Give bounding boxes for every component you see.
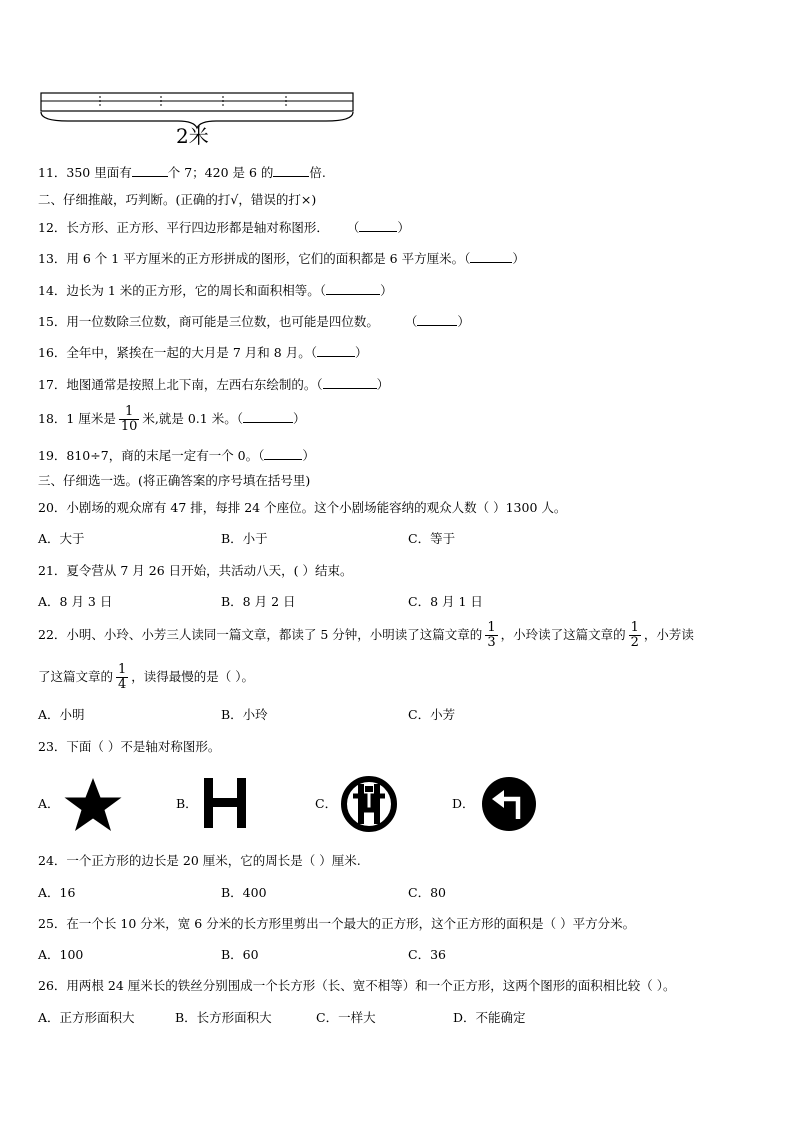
question-25: 25．在一个长 10 分米，宽 6 分米的长方形里剪出一个最大的正方形，这个正方形的面积是（ ）平方分米。: [38, 916, 636, 931]
section-3-heading: 三、仔细选一选。(将正确答案的序号填在括号里): [38, 473, 311, 488]
q18-answer-blank[interactable]: [243, 410, 293, 423]
q12-text: 12．长方形、正方形、平行四边形都是轴对称图形．: [38, 220, 329, 235]
q16-answer-blank[interactable]: [317, 344, 355, 357]
fraction-one-quarter: $\frac{1}{4}$: [118, 662, 127, 692]
question-12: 12．长方形、正方形、平行四边形都是轴对称图形． （ ）: [38, 220, 410, 235]
fraction-one-half: $\frac{1}{2}$: [630, 620, 639, 650]
q17-answer-blank[interactable]: [323, 376, 377, 389]
q24-option-c[interactable]: C．80: [408, 885, 446, 900]
q19-answer-blank[interactable]: [264, 447, 302, 460]
q22-option-a[interactable]: A．小明: [38, 707, 85, 722]
q22-option-c[interactable]: C．小芳: [408, 707, 456, 722]
q11-blank-1[interactable]: [132, 164, 168, 177]
star-icon: [62, 776, 124, 834]
q11-text-b: 个 7；420 是 6 的: [167, 165, 274, 180]
question-20: 20．小剧场的观众席有 47 排，每排 24 个座位。这个小剧场能容纳的观众人数（ ）1300 人。: [38, 500, 567, 515]
q24-option-a[interactable]: A．16: [38, 885, 76, 900]
q21-option-b[interactable]: B．8 月 2 日: [221, 594, 296, 609]
q24-option-b[interactable]: B．400: [221, 885, 267, 900]
q21-option-a[interactable]: A．8 月 3 日: [38, 594, 113, 609]
q21-option-c[interactable]: C．8 月 1 日: [408, 594, 483, 609]
question-21: 21．夏令营从 7 月 26 日开始，共活动八天，( ）结束。: [38, 563, 353, 578]
q20-option-a[interactable]: A．大于: [38, 531, 85, 546]
q26-option-b[interactable]: B．长方形面积大: [175, 1010, 272, 1025]
question-13: 13．用 6 个 1 平方厘米的正方形拼成的图形，它们的面积都是 6 平方厘米。（ ）: [38, 251, 525, 266]
q11-text-a: 11．350 里面有: [38, 165, 132, 180]
turn-left-sign-icon: [480, 775, 538, 833]
q20-option-b[interactable]: B．小于: [221, 531, 268, 546]
q15-answer-blank[interactable]: [417, 313, 457, 326]
q25-option-c[interactable]: C．36: [408, 947, 446, 962]
question-15: 15．用一位数除三位数，商可能是三位数，也可能是四位数。 （ ）: [38, 314, 470, 329]
q23-option-a[interactable]: A．: [38, 796, 60, 811]
question-22-line-1: 22．小明、小玲、小芳三人读同一篇文章，都读了 5 分钟，小明读了这篇文章的 $\frac{1}{3}$ ，小玲读了这篇文章的 $\frac{1}{2}$ ，小芳读: [38, 620, 694, 650]
letter-h-icon: [202, 776, 248, 830]
q23-option-d[interactable]: D．: [452, 796, 475, 811]
question-23: 23．下面（ ）不是轴对称图形。: [38, 739, 221, 754]
question-19: 19．810÷7，商的末尾一定有一个 0。（ ）: [38, 448, 315, 463]
q25-option-b[interactable]: B．60: [221, 947, 259, 962]
section-2-heading: 二、仔细推敲，巧判断。(正确的打√，错误的打×): [38, 192, 317, 207]
question-16: 16．全年中，紧挨在一起的大月是 7 月和 8 月。（ ）: [38, 345, 368, 360]
question-14: 14．边长为 1 米的正方形，它的周长和面积相等。（ ）: [38, 283, 393, 298]
fraction-one-tenth: $\frac{1}{10}$: [120, 404, 138, 434]
q13-answer-blank[interactable]: [470, 250, 512, 263]
question-17: 17．地图通常是按照上北下南，左西右东绘制的。（ ）: [38, 377, 390, 392]
q26-option-c[interactable]: C．一样大: [316, 1010, 376, 1025]
question-18: 18．1 厘米是 $\frac{1}{10}$ 米,就是 0.1 米。（ ）: [38, 404, 306, 434]
q11-text-c: 倍.: [309, 165, 326, 180]
question-24: 24．一个正方形的边长是 20 厘米，它的周长是（ ）厘米.: [38, 853, 361, 868]
q11-blank-2[interactable]: [273, 164, 309, 177]
q26-option-d[interactable]: D．不能确定: [453, 1010, 526, 1025]
bank-logo-icon: [341, 776, 397, 832]
q12-answer-blank[interactable]: [359, 219, 397, 232]
q14-answer-blank[interactable]: [326, 282, 380, 295]
ruler-label: 2米: [176, 124, 209, 148]
q23-option-c[interactable]: C．: [315, 796, 338, 811]
q22-option-b[interactable]: B．小玲: [221, 707, 268, 722]
question-11: [38, 164, 326, 181]
q20-option-c[interactable]: C．等于: [408, 531, 456, 546]
question-22-line-2: 了这篇文章的 $\frac{1}{4}$ ，读得最慢的是（ ）。: [38, 662, 255, 692]
q23-option-b[interactable]: B．: [176, 796, 198, 811]
fraction-one-third: $\frac{1}{3}$: [487, 620, 496, 650]
q25-option-a[interactable]: A．100: [38, 947, 84, 962]
q26-option-a[interactable]: A．正方形面积大: [38, 1010, 135, 1025]
question-26: 26．用两根 24 厘米长的铁丝分别围成一个长方形（长、宽不相等）和一个正方形，这两个图形的面积相比较（ ）。: [38, 978, 676, 993]
